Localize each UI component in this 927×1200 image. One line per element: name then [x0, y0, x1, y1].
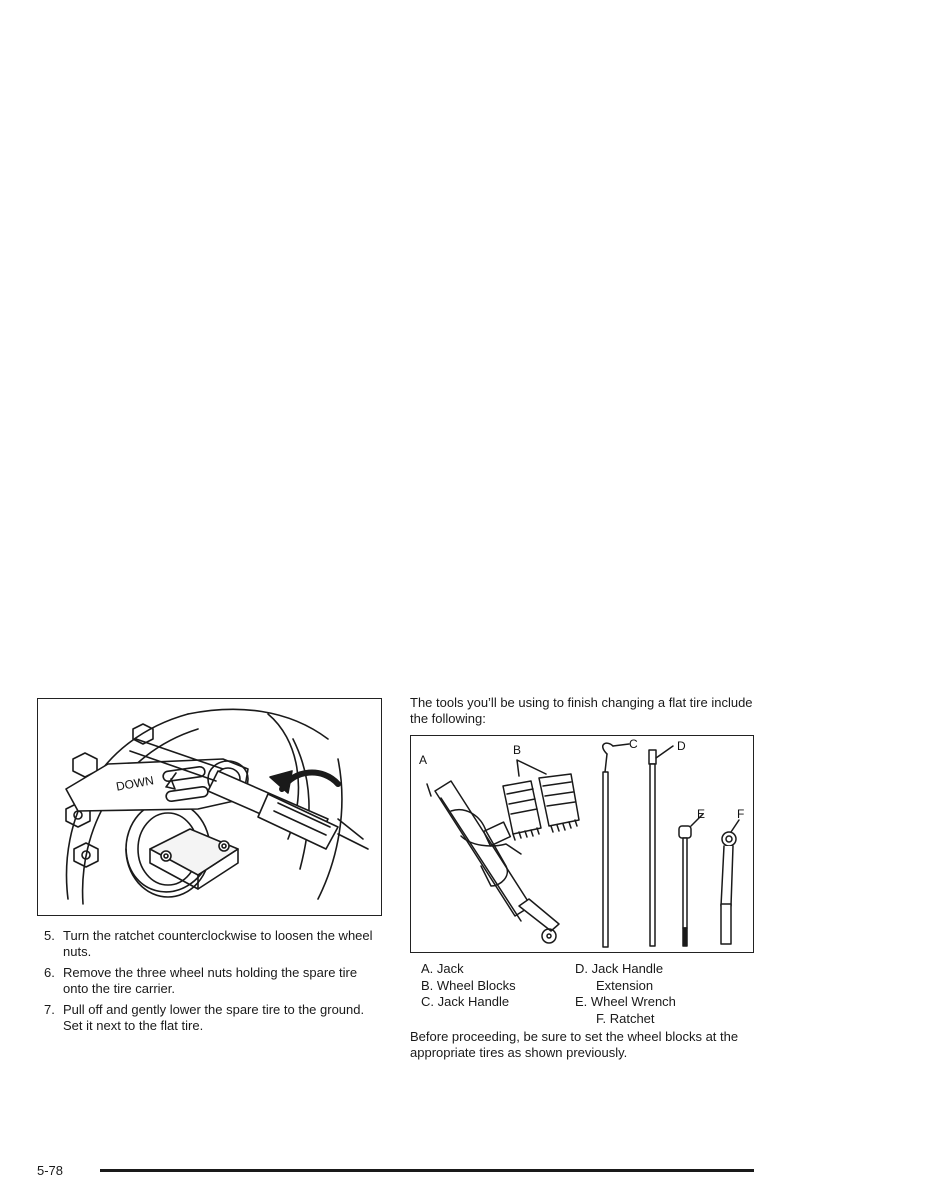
jack-handle — [603, 743, 629, 947]
jack — [427, 781, 559, 943]
callout-f: F — [737, 807, 745, 821]
callout-b: B — [513, 743, 522, 757]
legend-item-c: C. Jack Handle — [421, 994, 510, 1009]
legend-item-d: D. Jack Handle — [575, 961, 664, 976]
ratchet-illustration — [37, 698, 382, 916]
callout-c: C — [629, 737, 638, 751]
ratchet-tool — [721, 820, 739, 944]
tools-drawing — [411, 736, 752, 951]
wheel-wrench — [679, 814, 703, 946]
tools-illustration — [410, 735, 754, 953]
wheel-blocks — [503, 760, 579, 840]
callout-e: E — [697, 807, 706, 821]
callout-d: D — [677, 739, 686, 753]
jack-handle-extension — [649, 746, 673, 946]
legend-item-a: A. Jack — [421, 961, 464, 976]
footer-rule — [100, 1169, 754, 1172]
wheel-blocks-note: Before proceeding, be sure to set the wheel blocks at the appropriate tires as shown previously. — [410, 1029, 739, 1060]
callout-a: A — [419, 753, 428, 767]
counterclockwise-arrow — [270, 771, 338, 793]
legend-item-e: E. Wheel Wrench — [575, 994, 676, 1009]
list-item: 6. Remove the three wheel nuts holding the spare tire onto the tire carrier. — [44, 965, 358, 996]
page-number: 5-78 — [37, 1163, 64, 1178]
ratchet-drawing — [38, 699, 380, 914]
list-item: 7. Pull off and gently lower the spare tire to the ground. Set it next to the flat tire. — [44, 1002, 365, 1033]
tools-intro: The tools you’ll be using to finish changing a flat tire include the following: — [410, 695, 753, 726]
tools-legend-left — [421, 961, 516, 1011]
down-label: DOWN — [114, 773, 155, 794]
legend-item-d-cont: Extension — [596, 977, 654, 993]
list-item: 5. Turn the ratchet counterclockwise to loosen the wheel nuts. — [44, 928, 373, 959]
legend-item-b: B. Wheel Blocks — [421, 977, 516, 993]
legend-item-f: F. Ratchet — [596, 1010, 655, 1026]
step-list — [44, 928, 384, 1039]
tools-legend-right — [575, 961, 676, 1027]
